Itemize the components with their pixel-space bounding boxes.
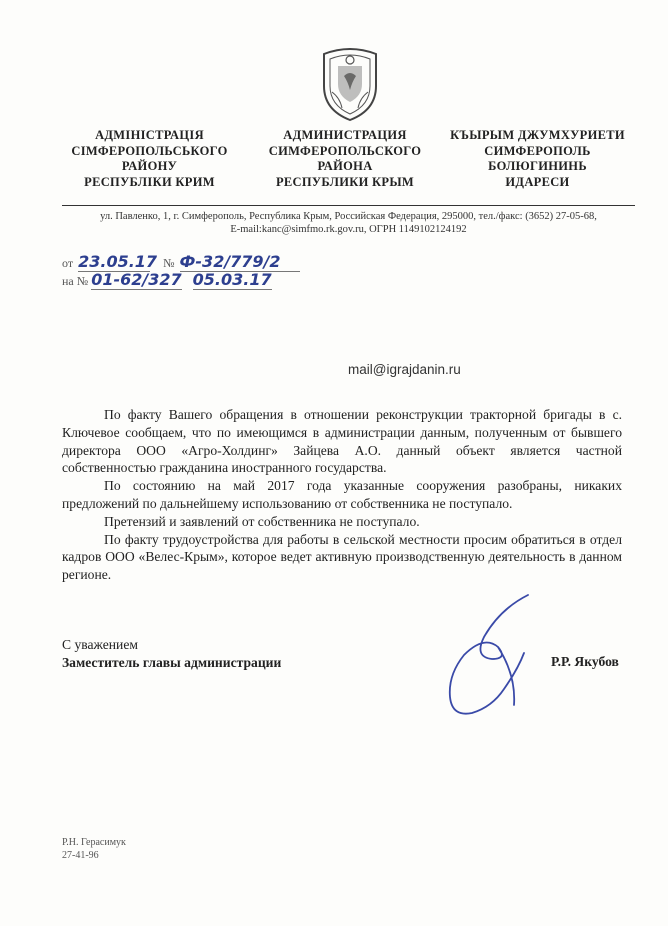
header-ukrainian-line: СІМФЕРОПОЛЬСЬКОГО: [71, 143, 228, 158]
letter-body: [62, 406, 622, 584]
executor-phone: 27-41-96: [62, 850, 99, 861]
header-ukrainian: [62, 128, 237, 190]
coat-of-arms-emblem: [318, 46, 382, 122]
handwritten-signature: [440, 585, 550, 725]
header-crimean-tatar-line: КЪЫРЫМ ДЖУМХУРИЕТИ: [450, 128, 625, 142]
recipient-email: mail@igrajdanin.ru: [348, 362, 461, 377]
signer-name: Р.Р. Якубов: [551, 654, 619, 669]
paragraph-2: По состоянию на май 2017 года указанные сооружения разобраны, никаких предложений по дальнейшему использованию от собственника не поступало.: [62, 478, 622, 511]
header-ukrainian-line: АДМІНІСТРАЦІЯ: [95, 128, 204, 142]
header-russian-line: СИМФЕРОПОЛЬСКОГО: [268, 143, 422, 158]
paragraph-4: По факту трудоустройства для работы в сельской местности просим обратиться в отдел кадров ООО «Велес-Крым», которое ведет активную производственную деятельность в данном регионе.: [62, 531, 622, 583]
header-russian: [250, 128, 440, 190]
from-label: от: [62, 256, 74, 270]
paragraph-3: Претензий и заявлений от собственника не поступало.: [104, 513, 420, 529]
header-divider: [62, 205, 635, 206]
header-crimean-tatar-line: БОЛЮГИНИНЬ: [488, 159, 587, 173]
contact-address: ул. Павленко, 1, г. Симферополь, Республика Крым, Российская Федерация, 295000, тел./факс: (3652) 27-05-68,: [100, 211, 597, 222]
header-russian-line: РАЙОНА: [317, 159, 373, 173]
header-crimean-tatar-line: СИМФЕРОПОЛЬ: [484, 143, 591, 158]
signer-title: Заместитель главы администрации: [62, 655, 282, 670]
header-russian-line: АДМИНИСТРАЦИЯ: [283, 128, 407, 142]
outgoing-number: Ф-32/779/2: [180, 252, 300, 272]
header-crimean-tatar: [440, 128, 635, 190]
regards-text: С уважением: [62, 637, 138, 652]
paragraph-1: По факту Вашего обращения в отношении реконструкции тракторной бригады в с. Ключевое сообщаем, что по имеющимся в администрации данным, полученным от бывшего директора ООО «Агро-Холдинг» Зайцева А.О. данный объект является частной собственностью гражданина иностранного государства.: [62, 407, 622, 476]
contact-info: [62, 210, 635, 236]
header-crimean-tatar-line: ИДАРЕСИ: [505, 174, 570, 189]
executor-name: Р.Н. Герасимук: [62, 837, 126, 848]
header-ukrainian-line: РЕСПУБЛІКИ КРИМ: [84, 174, 215, 189]
reference-number: 01-62/327: [91, 270, 182, 289]
incoming-reference: [62, 270, 272, 290]
header-russian-line: РЕСПУБЛИКИ КРЫМ: [275, 174, 415, 189]
outgoing-registration: [62, 252, 300, 272]
closing-block: [62, 636, 281, 672]
reference-date: 05.03.17: [192, 270, 272, 289]
header-ukrainian-line: РАЙОНУ: [121, 159, 178, 173]
outgoing-date: 23.05.17: [78, 252, 158, 271]
contact-email-ogrn: E-mail:kanc@simfmo.rk.gov.ru, ОГРН 1149102124192: [230, 224, 467, 235]
executor-info: [62, 836, 126, 862]
number-label: №: [163, 256, 175, 270]
reference-label: на №: [62, 274, 89, 288]
